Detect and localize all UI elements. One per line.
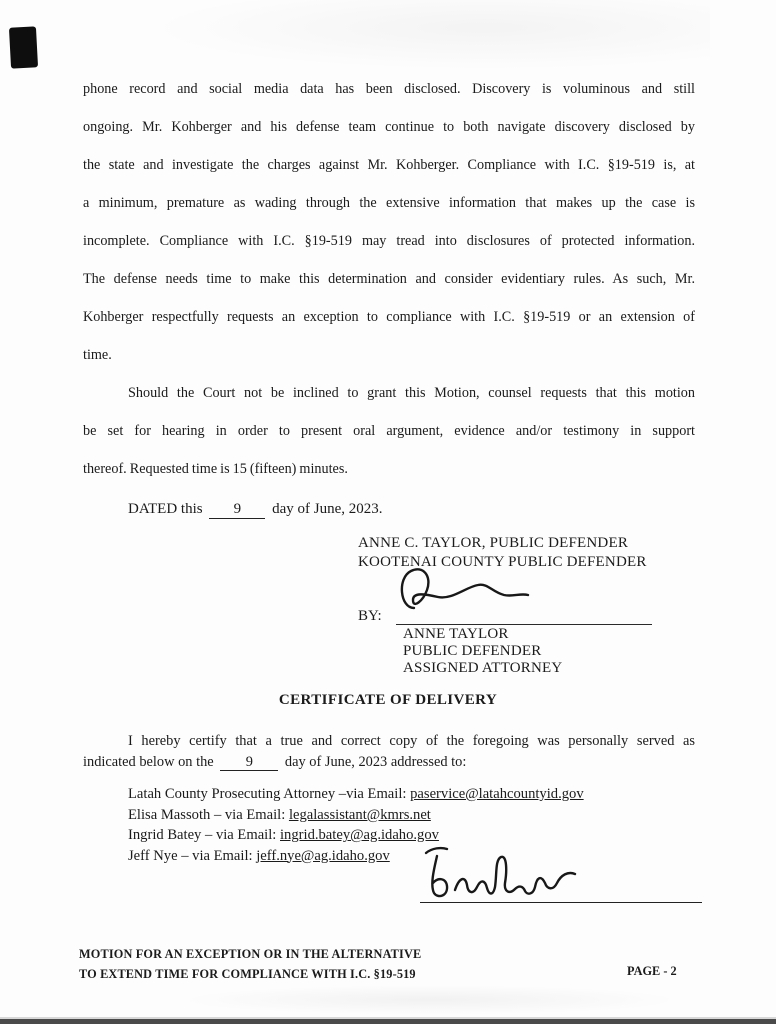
body-line: ongoing. Mr. Kohberger and his defense team continue to both navigate discovery disclosed by bbox=[83, 119, 695, 135]
attorney-title: ASSIGNED ATTORNEY bbox=[403, 660, 563, 676]
page-number: PAGE - 2 bbox=[627, 964, 677, 978]
body-line: The defense needs time to make this determination and consider evidentiary rules. As such, Mr. bbox=[83, 271, 695, 287]
attorney-name-block bbox=[403, 626, 562, 677]
body-line: incomplete. Compliance with I.C. §19-519 may tread into disclosures of protected information. bbox=[83, 233, 695, 249]
recipient-label: Elisa Massoth – via Email: bbox=[128, 806, 286, 823]
recipient-email: ingrid.batey@ag.idaho.gov bbox=[280, 827, 439, 843]
dated-suffix: day of June, 2023. bbox=[272, 501, 383, 517]
scan-artifact-corner-mark bbox=[9, 26, 38, 68]
delivery-signature-line bbox=[420, 902, 702, 903]
body-line: time. bbox=[83, 347, 112, 363]
attorney-title: PUBLIC DEFENDER bbox=[403, 643, 542, 659]
recipient-label: Jeff Nye – via Email: bbox=[128, 847, 253, 864]
scan-noise bbox=[180, 985, 680, 1015]
by-signature-row bbox=[358, 608, 652, 625]
certificate-line2-prefix: indicated below on the bbox=[83, 754, 214, 770]
scan-noise bbox=[150, 0, 710, 70]
body-line: phone record and social media data has been disclosed. Discovery is voluminous and still bbox=[83, 81, 695, 97]
recipient-label: Ingrid Batey – via Email: bbox=[128, 827, 277, 843]
attorney-block bbox=[358, 534, 678, 694]
footer-title-line: MOTION FOR AN EXCEPTION OR IN THE ALTERNATIVE bbox=[79, 947, 422, 961]
paragraph-hearing-request bbox=[83, 374, 695, 488]
dated-line bbox=[128, 490, 383, 528]
footer-title-line: TO EXTEND TIME FOR COMPLIANCE WITH I.C. §19-519 bbox=[79, 966, 416, 981]
body-line: be set for hearing in order to present oral argument, evidence and/or testimony in support bbox=[83, 423, 695, 439]
recipient-label: Latah County Prosecuting Attorney –via Email: bbox=[128, 786, 407, 802]
recipient-email: jeff.nye@ag.idaho.gov bbox=[256, 847, 390, 864]
certificate-day-blank: 9 bbox=[220, 755, 278, 771]
scan-artifact-bottom-bar bbox=[0, 1017, 776, 1024]
dated-prefix: DATED this bbox=[128, 501, 203, 517]
recipient-row bbox=[128, 805, 584, 826]
certificate-line: I hereby certify that a true and correct copy of the foregoing was personally served as bbox=[128, 733, 695, 749]
certificate-title: CERTIFICATE OF DELIVERY bbox=[278, 692, 498, 708]
footer-title bbox=[79, 945, 421, 984]
body-line: a minimum, premature as wading through the extensive information that makes up the case is bbox=[83, 195, 695, 211]
certificate-line2-suffix: day of June, 2023 addressed to: bbox=[284, 754, 467, 770]
recipient-email: paservice@latahcountyid.gov bbox=[410, 786, 584, 802]
paragraph-discovery bbox=[83, 70, 695, 374]
recipient-email: legalassistant@kmrs.net bbox=[288, 806, 431, 823]
recipient-row bbox=[128, 784, 584, 805]
body-line: thereof. Requested time is 15 (fifteen) minutes. bbox=[83, 461, 348, 477]
body-line: Kohberger respectfully requests an exception to compliance with I.C. §19-519 or an extension of bbox=[83, 309, 695, 325]
attorney-org-line: KOOTENAI COUNTY PUBLIC DEFENDER bbox=[358, 554, 647, 570]
by-label: BY: bbox=[358, 608, 382, 624]
attorney-org-line: ANNE C. TAYLOR, PUBLIC DEFENDER bbox=[358, 535, 629, 551]
certificate-line bbox=[83, 752, 695, 773]
delivery-signature bbox=[420, 843, 590, 901]
certificate-body bbox=[83, 731, 695, 773]
body-line: the state and investigate the charges against Mr. Kohberger. Compliance with I.C. §19-519 is, at bbox=[83, 157, 695, 173]
attorney-name: ANNE TAYLOR bbox=[403, 626, 509, 642]
dated-day-blank: 9 bbox=[209, 502, 265, 519]
body-line: Should the Court not be inclined to grant this Motion, counsel requests that this motion bbox=[128, 385, 695, 401]
signature-line bbox=[396, 610, 652, 625]
